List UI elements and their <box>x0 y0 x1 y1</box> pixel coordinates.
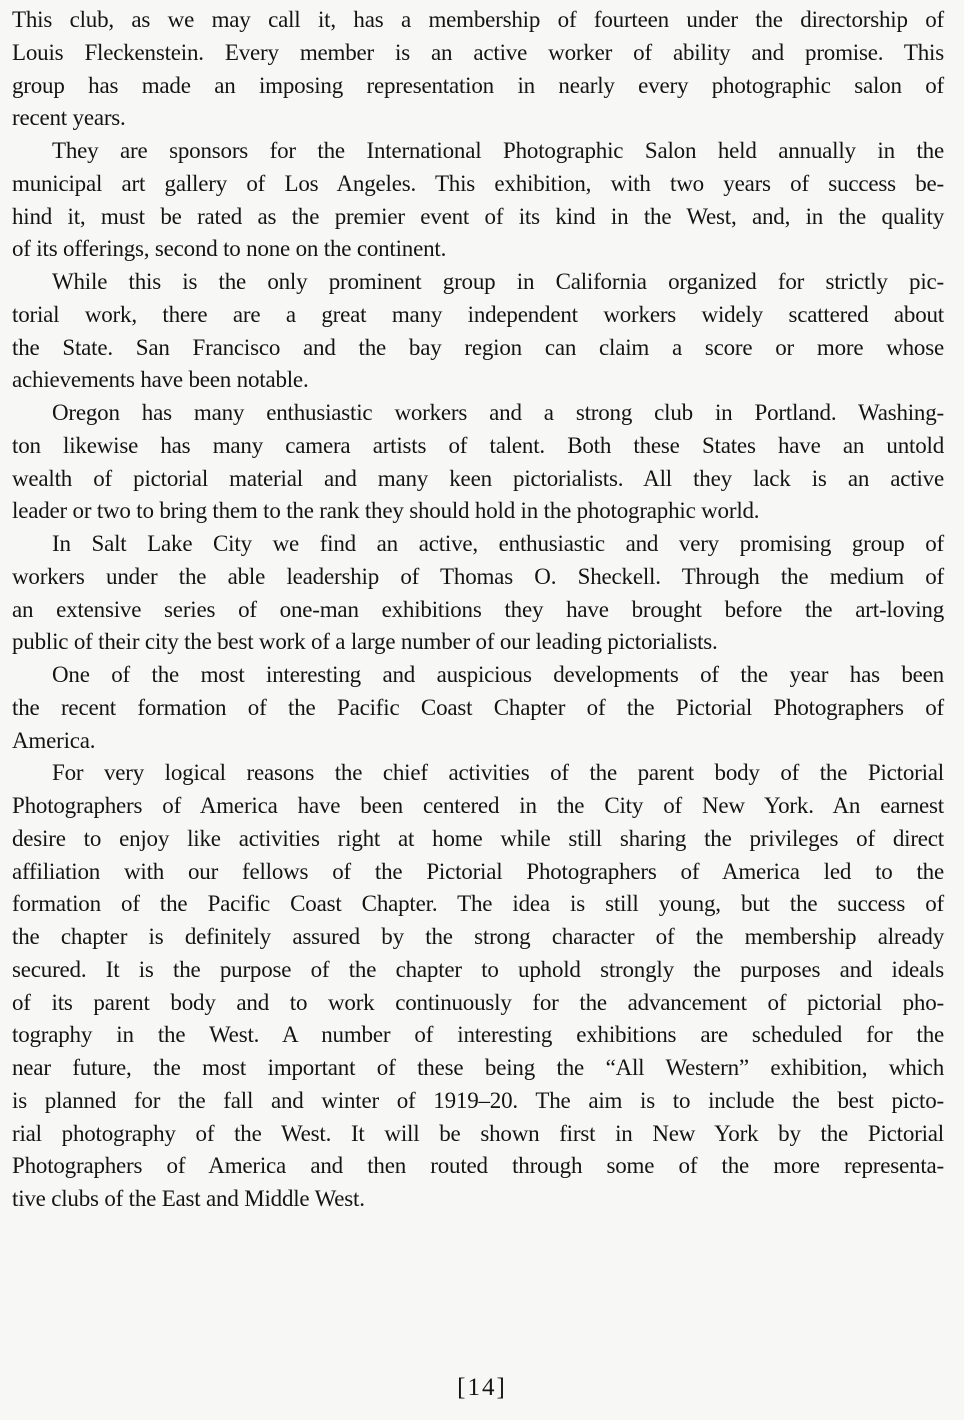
text-line: hind it, must be rated as the premier event of its kind in the West, and, in the quality <box>12 203 944 229</box>
text-line: the chapter is definitely assured by the strong character of the membership already <box>12 924 944 949</box>
text-line: Oregon has many enthusiastic workers and a strong club in Portland. Washing- <box>52 400 944 425</box>
text-line: America. <box>12 727 96 753</box>
text-line: tography in the West. A number of interesting exhibitions are scheduled for the <box>12 1022 944 1048</box>
text-line: Photographers of America and then routed through some of the more representa- <box>12 1153 944 1179</box>
paragraph <box>12 397 944 528</box>
paragraph <box>12 135 944 266</box>
text-line: Louis Fleckenstein. Every member is an active worker of ability and promise. This <box>12 39 944 65</box>
text-line: affiliation with our fellows of the Pictorial Photographers of America led to the <box>12 858 944 884</box>
text-line: an extensive series of one-man exhibitions they have brought before the art-loving <box>12 596 944 622</box>
text-line: They are sponsors for the International Photographic Salon held annually in the <box>52 138 944 163</box>
paragraph <box>12 266 944 397</box>
paragraph <box>12 528 944 659</box>
text-line: formation of the Pacific Coast Chapter. The idea is still young, but the success of <box>12 891 944 917</box>
text-line: For very logical reasons the chief activities of the parent body of the Pictorial <box>52 760 944 786</box>
text-line: near future, the most important of these being the “All Western” exhibition, which <box>12 1055 944 1080</box>
paragraph <box>12 757 944 1216</box>
body-text <box>12 4 944 1216</box>
text-line: desire to enjoy like activities right at home while still sharing the privileges of direct <box>12 825 944 851</box>
text-line: workers under the able leadership of Thomas O. Sheckell. Through the medium of <box>12 563 944 589</box>
text-line: tive clubs of the East and Middle West. <box>12 1186 365 1211</box>
text-line: secured. It is the purpose of the chapter to uphold strongly the purposes and ideals <box>12 956 944 982</box>
text-line: torial work, there are a great many independent workers widely scattered about <box>12 301 944 327</box>
paragraph <box>12 659 944 757</box>
text-line: public of their city the best work of a large number of our leading pictorialists. <box>12 629 718 655</box>
paragraph <box>12 4 944 135</box>
text-line: group has made an imposing representation in nearly every photographic salon of <box>12 72 944 98</box>
text-line: rial photography of the West. It will be shown first in New York by the Pictorial <box>12 1120 944 1146</box>
text-line: leader or two to bring them to the rank they should hold in the photographic world. <box>12 498 760 524</box>
text-line: This club, as we may call it, has a membership of fourteen under the directorship of <box>12 7 944 32</box>
text-line: the State. San Francisco and the bay region can claim a score or more whose <box>12 334 944 360</box>
text-line: In Salt Lake City we find an active, enthusiastic and very promising group of <box>52 531 944 556</box>
text-line: of its parent body and to work continuously for the advancement of pictorial pho- <box>12 989 944 1015</box>
text-line: recent years. <box>12 105 126 131</box>
text-line: of its offerings, second to none on the continent. <box>12 236 447 262</box>
text-line: is planned for the fall and winter of 1919–20. The aim is to include the best picto- <box>12 1087 944 1113</box>
text-line: ton likewise has many camera artists of talent. Both these States have an untold <box>12 432 944 458</box>
text-line: the recent formation of the Pacific Coast Chapter of the Pictorial Photographers of <box>12 694 944 720</box>
text-line: achievements have been notable. <box>12 367 309 393</box>
text-line: Photographers of America have been centered in the City of New York. An earnest <box>12 793 944 818</box>
text-line: While this is the only prominent group in California organized for strictly pic- <box>52 269 944 294</box>
text-line: wealth of pictorial material and many keen pictorialists. All they lack is an active <box>12 465 944 491</box>
text-line: municipal art gallery of Los Angeles. This exhibition, with two years of success be- <box>12 170 944 196</box>
text-line: One of the most interesting and auspicious developments of the year has been <box>52 662 944 687</box>
page-number: [14] <box>457 1374 507 1401</box>
